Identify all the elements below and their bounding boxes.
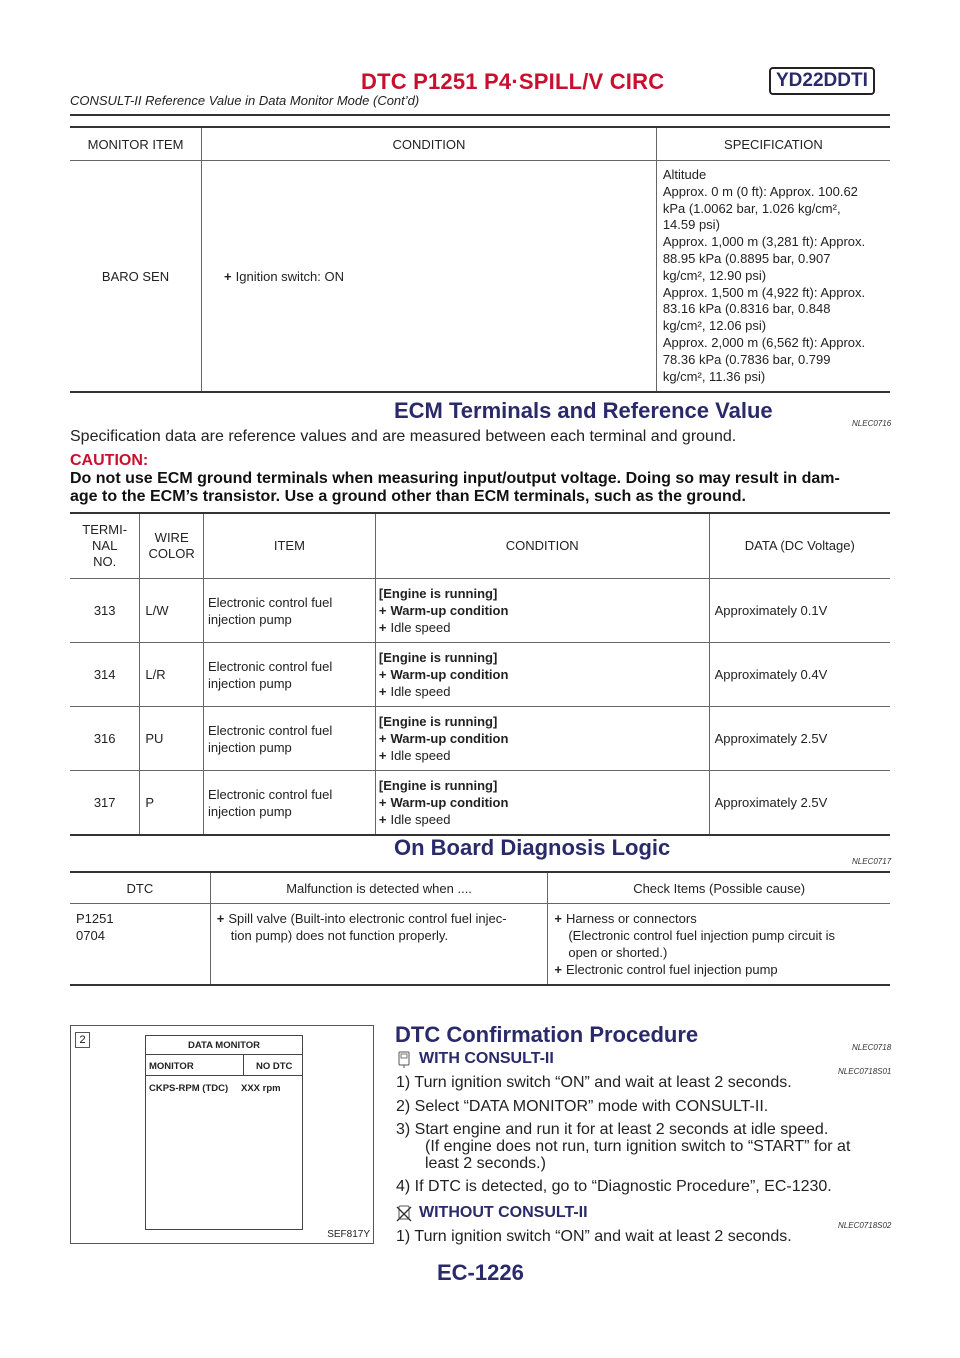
bullet-icon: + xyxy=(378,748,387,763)
col-dtc: DTC xyxy=(70,872,210,904)
check-line: (Electronic control fuel injection pump circuit is xyxy=(568,928,835,943)
terminal-no: 317 xyxy=(70,771,140,836)
ecm-section-heading: ECM Terminals and Reference Value xyxy=(394,398,773,423)
check-items-cell xyxy=(548,904,890,986)
condition-cell xyxy=(375,707,709,771)
caution-heading: CAUTION: xyxy=(70,452,149,469)
condition-head: [Engine is running] xyxy=(378,714,498,729)
spec-line: 83.16 kPa (0.8316 bar, 0.848 xyxy=(662,301,831,317)
table-row xyxy=(70,161,890,393)
monitor-table xyxy=(70,126,890,393)
table-header-row xyxy=(70,513,890,579)
spec-line: Approx. 2,000 m (6,562 ft): Approx. xyxy=(662,334,866,350)
spec-line: kg/cm², 12.90 psi) xyxy=(662,267,767,283)
engine-badge: YD22DDTI xyxy=(769,67,875,95)
condition-bullet: Idle speed xyxy=(390,812,451,827)
screen-divider xyxy=(146,1075,302,1076)
table-row xyxy=(70,643,890,707)
item-line: injection pump xyxy=(207,611,292,627)
wire-color: L/R xyxy=(140,643,204,707)
step-3-note: least 2 seconds.) xyxy=(425,1155,546,1172)
screen-col-status: NO DTC xyxy=(256,1061,293,1072)
col-item: ITEM xyxy=(203,513,375,579)
table-header-row xyxy=(70,127,890,161)
step-4: 4) If DTC is detected, go to “Diagnostic Procedure”, EC-1230. xyxy=(396,1178,832,1195)
bullet-icon: + xyxy=(554,911,562,926)
condition-head: [Engine is running] xyxy=(378,650,498,665)
condition-bullet: Idle speed xyxy=(390,684,451,699)
screen-divider xyxy=(146,1054,302,1055)
step-1: 1) Turn ignition switch “ON” and wait at least 2 seconds. xyxy=(396,1074,792,1091)
spec-line: Approx. 1,000 m (3,281 ft): Approx. xyxy=(662,234,866,250)
col-data: DATA (DC Voltage) xyxy=(709,513,890,579)
page-subtitle: CONSULT-II Reference Value in Data Monitor Mode (Cont’d) xyxy=(70,93,420,108)
screen-row-label: CKPS-RPM (TDC) xyxy=(149,1083,229,1094)
hdr-line: WIRE xyxy=(154,530,189,545)
step-3: 3) Start engine and run it for at least 2 seconds at idle speed. xyxy=(396,1121,829,1138)
terminal-table xyxy=(70,512,890,836)
condition-bullet: Idle speed xyxy=(390,620,451,635)
step-3-note: (If engine does not run, turn ignition switch to “START” for at xyxy=(425,1138,851,1155)
item-line: injection pump xyxy=(207,675,292,691)
bullet-icon: + xyxy=(378,620,387,635)
no-consult-icon xyxy=(396,1205,412,1223)
condition-cell xyxy=(375,643,709,707)
hdr-line: NO. xyxy=(93,554,117,569)
terminal-no: 314 xyxy=(70,643,140,707)
condition-cell xyxy=(375,579,709,643)
spec-line: Altitude xyxy=(662,167,707,182)
col-check-items: Check Items (Possible cause) xyxy=(548,872,890,904)
spec-line: kg/cm², 11.36 psi) xyxy=(662,368,766,384)
page-number: EC-1226 xyxy=(437,1260,524,1285)
wire-color: L/W xyxy=(140,579,204,643)
terminal-no: 313 xyxy=(70,579,140,643)
monitor-item-cell: BARO SEN xyxy=(70,161,202,393)
bullet-icon: + xyxy=(378,812,387,827)
data-cell: Approximately 0.1V xyxy=(709,579,890,643)
spec-line: Approx. 0 m (0 ft): Approx. 100.62 xyxy=(662,183,858,199)
screen-title: DATA MONITOR xyxy=(188,1040,260,1051)
item-cell xyxy=(203,771,375,836)
table-header-row xyxy=(70,872,890,904)
hdr-line: NAL xyxy=(92,538,118,553)
condition-head: [Engine is running] xyxy=(378,778,498,793)
malfunction-line: Spill valve (Built-into electronic control fuel injec- xyxy=(228,911,507,926)
bullet-icon: + xyxy=(378,731,387,746)
item-cell xyxy=(203,579,375,643)
hdr-line: TERMI- xyxy=(82,522,128,537)
condition-bullet: Idle speed xyxy=(390,748,451,763)
data-cell: Approximately 2.5V xyxy=(714,795,828,810)
condition-cell xyxy=(375,771,709,836)
spec-line: 14.59 psi) xyxy=(662,217,720,233)
dtc-cell xyxy=(70,904,210,986)
ecm-intro: Specification data are reference values and are measured between each terminal and ground. xyxy=(70,428,737,445)
col-terminal-no xyxy=(70,513,140,579)
step-2: 2) Select “DATA MONITOR” mode with CONSULT-II. xyxy=(396,1098,769,1115)
malfunction-line: tion pump) does not function properly. xyxy=(230,928,449,943)
confirm-section-code: NLEC0718 xyxy=(852,1043,892,1052)
spec-line: 78.36 kPa (0.7836 bar, 0.799 xyxy=(662,351,831,367)
condition-bullet: Warm-up condition xyxy=(390,731,509,746)
table-row xyxy=(70,579,890,643)
terminal-no: 316 xyxy=(70,707,140,771)
wire-color: P xyxy=(140,771,204,836)
wire-color: PU xyxy=(140,707,204,771)
bullet-icon: + xyxy=(378,667,387,682)
bullet-icon: + xyxy=(378,684,387,699)
data-cell: Approximately 2.5V xyxy=(709,707,890,771)
hdr-line: COLOR xyxy=(148,546,195,561)
bullet-icon: + xyxy=(224,268,232,284)
confirm-section-heading: DTC Confirmation Procedure xyxy=(395,1022,699,1047)
dtc-number: 0704 xyxy=(76,928,105,943)
spec-line: kg/cm², 12.06 psi) xyxy=(662,318,767,334)
obd-section-code: NLEC0717 xyxy=(852,857,892,866)
ecm-section-code: NLEC0716 xyxy=(852,419,892,428)
consult-screen xyxy=(145,1035,303,1230)
spec-line: Approx. 1,500 m (4,922 ft): Approx. xyxy=(662,284,866,300)
item-cell xyxy=(203,643,375,707)
col-monitor-item: MONITOR ITEM xyxy=(70,127,202,161)
consult-tool-icon xyxy=(396,1051,412,1069)
with-consult-code: NLEC0718S01 xyxy=(838,1067,892,1076)
item-line: Electronic control fuel xyxy=(207,786,333,802)
spec-line: kPa (1.0062 bar, 1.026 kg/cm², xyxy=(662,200,841,216)
figure-code: SEF817Y xyxy=(327,1229,370,1240)
check-line: Electronic control fuel injection pump xyxy=(565,962,778,977)
table-row xyxy=(70,771,890,836)
obd-section-heading: On Board Diagnosis Logic xyxy=(394,835,671,860)
condition-head: [Engine is running] xyxy=(378,586,498,601)
table-row xyxy=(70,904,890,986)
table-row xyxy=(70,707,890,771)
condition-bullet: Warm-up condition xyxy=(390,795,509,810)
spec-line: 88.95 kPa (0.8895 bar, 0.907 xyxy=(662,250,831,266)
header-rule xyxy=(70,114,890,116)
col-wire-color xyxy=(140,513,204,579)
screen-col-monitor: MONITOR xyxy=(149,1061,194,1072)
bullet-icon: + xyxy=(378,603,387,618)
col-condition: CONDITION xyxy=(202,127,657,161)
item-line: Electronic control fuel xyxy=(207,722,333,738)
caution-line: Do not use ECM ground terminals when measuring input/output voltage. Doing so may result in dam- xyxy=(70,470,840,487)
with-consult-title: WITH CONSULT-II xyxy=(419,1050,554,1067)
item-line: injection pump xyxy=(207,739,292,755)
col-malfunction: Malfunction is detected when .... xyxy=(210,872,548,904)
check-line: Harness or connectors xyxy=(565,911,697,926)
bullet-icon: + xyxy=(378,795,387,810)
screen-row-value: XXX rpm xyxy=(241,1083,281,1094)
item-cell xyxy=(203,707,375,771)
item-line: injection pump xyxy=(207,803,292,819)
without-consult-title: WITHOUT CONSULT-II xyxy=(419,1204,588,1221)
screen-col-divider xyxy=(243,1054,244,1075)
dtc-code: P1251 xyxy=(76,911,114,926)
without-step-1: 1) Turn ignition switch “ON” and wait at least 2 seconds. xyxy=(396,1228,792,1245)
figure-number: 2 xyxy=(75,1032,90,1048)
bullet-icon: + xyxy=(554,962,562,977)
col-specification: SPECIFICATION xyxy=(656,127,890,161)
item-line: Electronic control fuel xyxy=(207,594,333,610)
condition-cell xyxy=(202,161,657,393)
consult-figure xyxy=(70,1025,374,1244)
data-cell: Approximately 0.4V xyxy=(709,643,890,707)
specification-cell xyxy=(656,161,890,393)
caution-line: age to the ECM’s transistor. Use a ground other than ECM terminals, such as the ground. xyxy=(70,488,746,505)
col-condition: CONDITION xyxy=(375,513,709,579)
condition-bullet: Warm-up condition xyxy=(390,667,509,682)
condition-bullet: Warm-up condition xyxy=(390,603,509,618)
bullet-icon: + xyxy=(216,911,225,926)
caution-text xyxy=(70,470,895,506)
malfunction-cell xyxy=(210,904,548,986)
condition-text: Ignition switch: ON xyxy=(235,268,345,284)
check-line: open or shorted.) xyxy=(568,945,668,960)
item-line: Electronic control fuel xyxy=(207,658,333,674)
obd-table xyxy=(70,871,890,986)
page-title: DTC P1251 P4·SPILL/V CIRC xyxy=(361,69,665,94)
without-consult-code: NLEC0718S02 xyxy=(838,1221,892,1230)
